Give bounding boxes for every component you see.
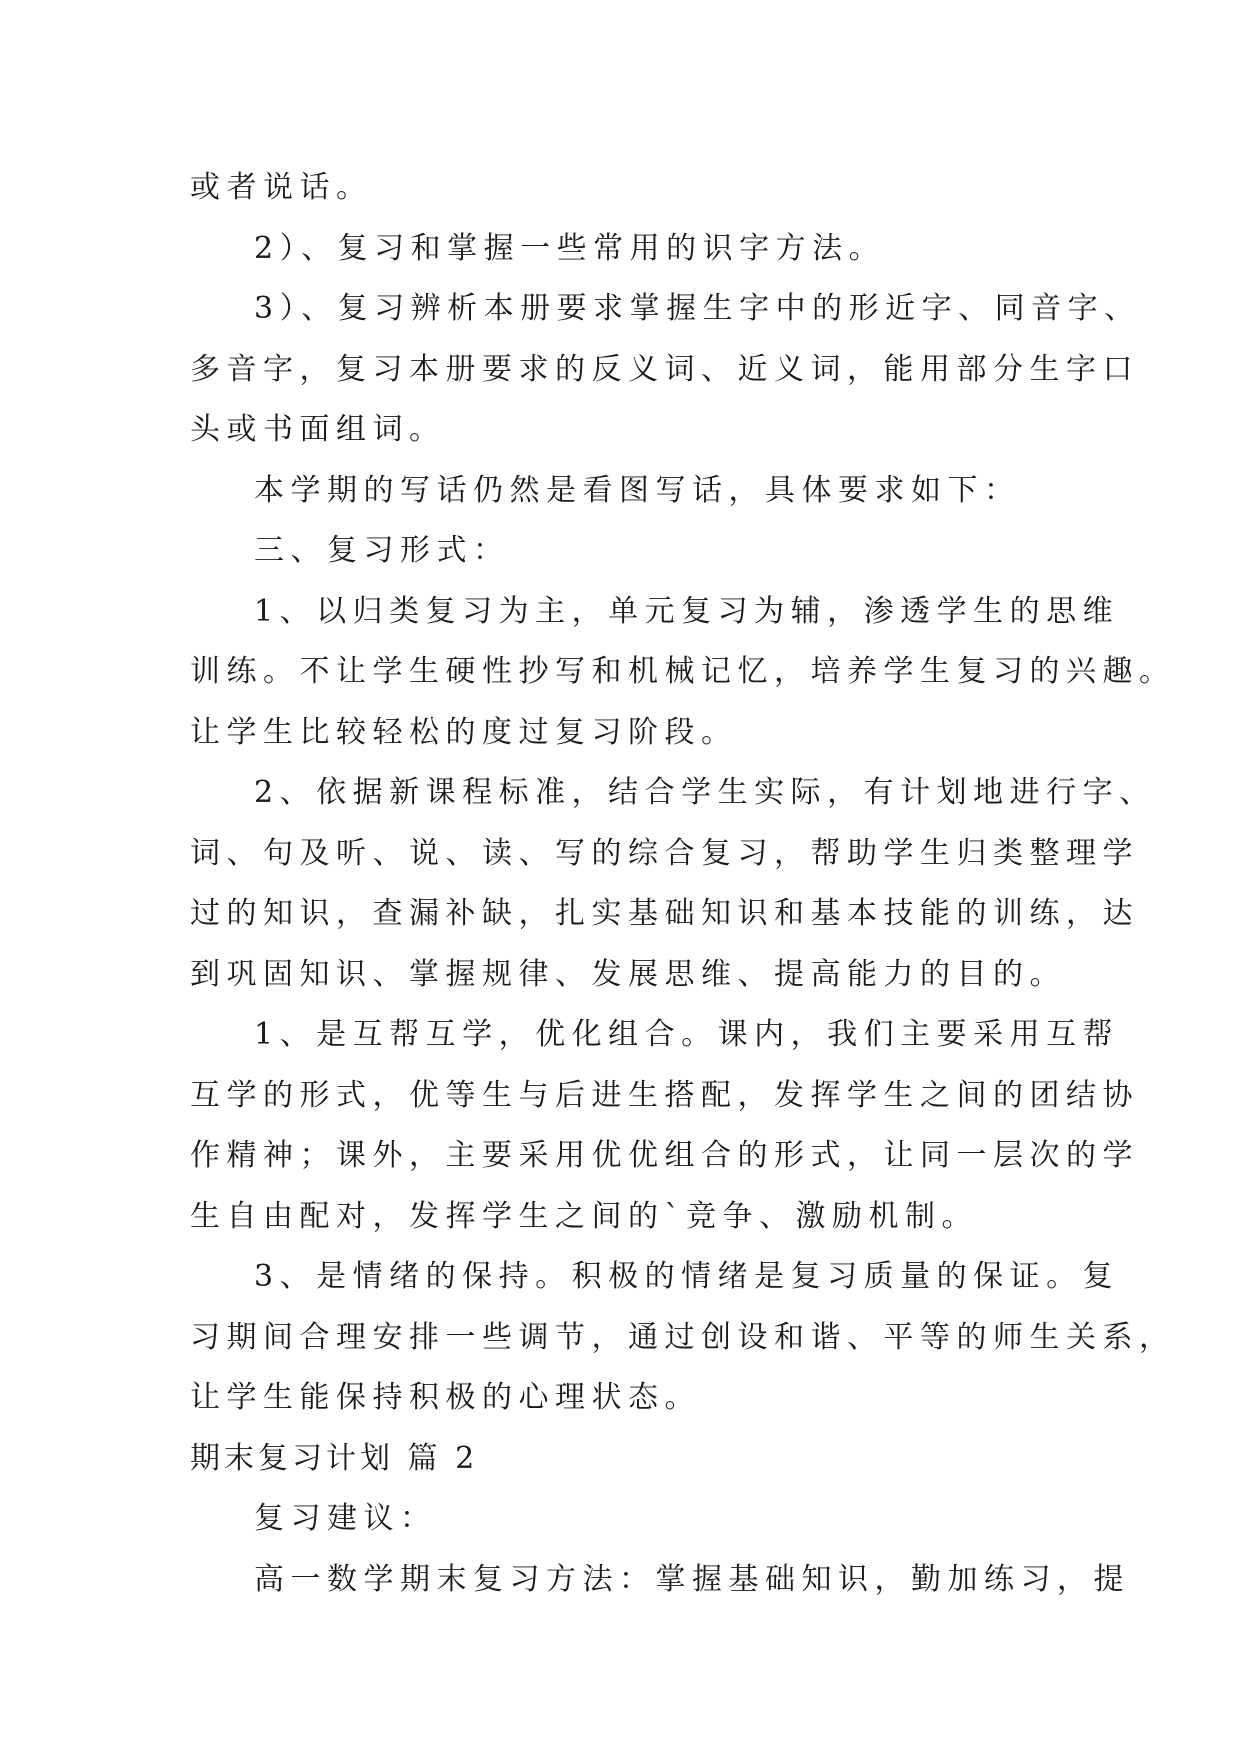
paragraph-line: 让学生比较轻松的度过复习阶段。	[190, 714, 738, 750]
paragraph-line: 高一数学期末复习方法：掌握基础知识，勤加练习，提	[254, 1561, 1130, 1597]
paragraph-line: 互学的形式，优等生与后进生搭配，发挥学生之间的团结协	[190, 1077, 1139, 1113]
paragraph-line: 1、是互帮互学，优化组合。课内，我们主要采用互帮	[254, 1017, 1120, 1052]
paragraph-line: 多音字，复习本册要求的反义词、近义词，能用部分生字口	[190, 351, 1139, 387]
paragraph-line: 让学生能保持积极的心理状态。	[190, 1380, 701, 1415]
document-body	[190, 158, 1176, 1610]
paragraph-line: 2、依据新课程标准，结合学生实际，有计划地进行字、	[254, 775, 1156, 810]
paragraph-line: 到巩固知识、掌握规律、发展思维、提高能力的目的。	[190, 956, 1066, 992]
section-heading: 三、复习形式：	[254, 533, 510, 568]
paragraph-line: 词、句及听、说、读、写的综合复习，帮助学生归类整理学	[190, 835, 1139, 871]
paragraph-line: 作精神；课外，主要采用优优组合的形式，让同一层次的学	[190, 1138, 1139, 1173]
paragraph-line: 本学期的写话仍然是看图写话，具体要求如下：	[254, 472, 1021, 508]
paragraph-line: 习期间合理安排一些调节，通过创设和谐、平等的师生关系，	[190, 1319, 1176, 1355]
paragraph-line: 训练。不让学生硬性抄写和机械记忆，培养学生复习的兴趣。	[190, 654, 1176, 689]
paragraph-line: 3、是情绪的保持。积极的情绪是复习质量的保证。复	[254, 1259, 1120, 1294]
paragraph-line: 或者说话。	[190, 170, 373, 205]
paragraph-line: 2）、复习和掌握一些常用的识字方法。	[254, 230, 886, 266]
paragraph-line: 1、以归类复习为主，单元复习为辅，渗透学生的思维	[254, 593, 1120, 629]
paragraph-line: 复习建议：	[254, 1501, 437, 1536]
article-heading: 期末复习计划 篇 2	[190, 1440, 479, 1476]
paragraph-line: 生自由配对，发挥学生之间的`竞争、激励机制。	[190, 1198, 978, 1234]
paragraph-line: 过的知识，查漏补缺，扎实基础知识和基本技能的训练，达	[190, 896, 1139, 931]
paragraph-line: 头或书面组词。	[190, 412, 446, 447]
paragraph-line: 3）、复习辨析本册要求掌握生字中的形近字、同音字、	[254, 291, 1141, 326]
